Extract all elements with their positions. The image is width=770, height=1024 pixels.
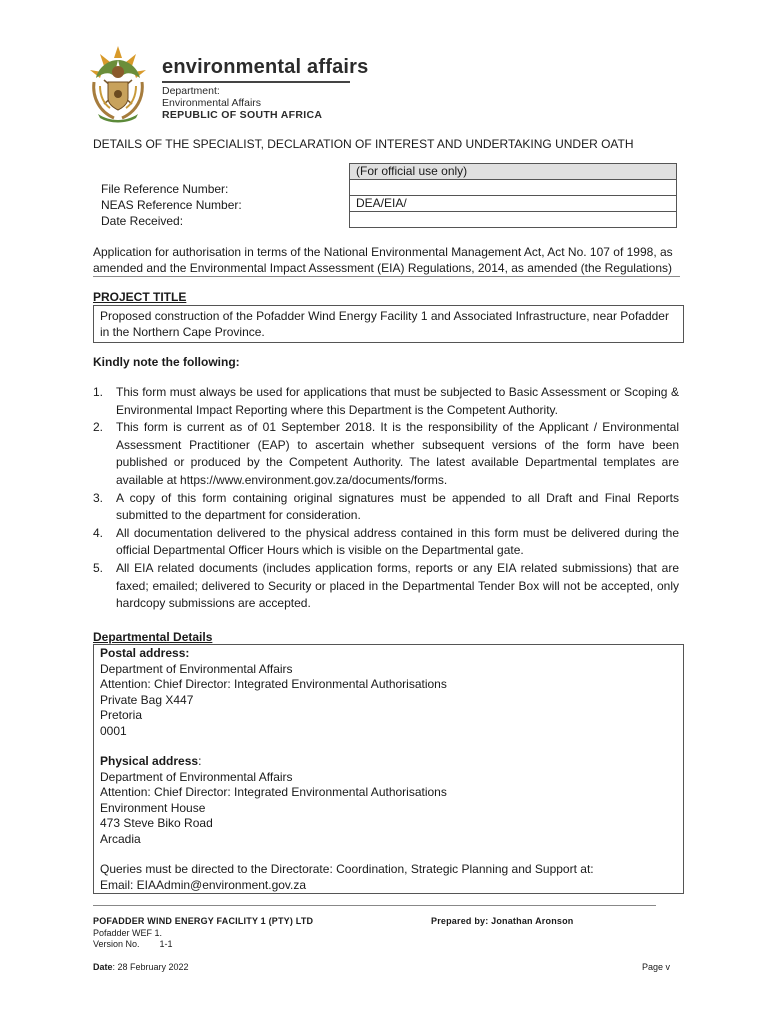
official-use-table: [349, 163, 677, 228]
footer-divider: [93, 905, 656, 906]
footer-date: [93, 962, 189, 972]
project-title-heading: PROJECT TITLE: [93, 290, 187, 304]
physical-address-heading-row: [100, 754, 677, 770]
file-ref-label: File Reference Number:: [101, 182, 229, 196]
file-ref-value: [349, 180, 677, 196]
version-label: Version No.: [93, 939, 140, 949]
list-item-text: This form is current as of 01 September 2018. It is the responsibility of the Applicant / Environmental Assessment Practitioner (EAP) to ascertain whether subsequent versions of the form have been published or produced by the Competent Authority. The latest available Departmental templates are available at https://www.environment.gov.za/documents/forms.: [116, 420, 679, 487]
physical-line: Department of Environmental Affairs: [100, 769, 293, 784]
physical-line: Attention: Chief Director: Integrated Environmental Authorisations: [100, 785, 447, 799]
date-received-value: [349, 212, 677, 228]
postal-line: Private Bag X447: [100, 692, 194, 707]
neas-ref-label: NEAS Reference Number:: [101, 198, 242, 212]
physical-address-heading: Physical address: [100, 754, 199, 768]
department-logo: [80, 42, 369, 124]
list-item-number: 4.: [93, 525, 104, 540]
postal-address-heading: Postal address:: [100, 646, 190, 660]
list-item-number: 1.: [93, 385, 104, 399]
list-item: [93, 384, 679, 419]
brand-divider: [162, 81, 350, 83]
list-item: [93, 525, 679, 560]
footer-project: Pofadder WEF 1.: [93, 928, 163, 938]
department-name: Environmental Affairs: [162, 97, 262, 109]
postal-line: 0001: [100, 723, 127, 738]
list-item-text: All EIA related documents (includes application forms, reports or any EIA related submissions) that are faxed; emailed; delivered to Security or placed in the Departmental Tender Box will not be accepted, only hardcopy submissions are accepted.: [116, 560, 679, 611]
physical-line: Arcadia: [100, 831, 141, 846]
project-title-box: Proposed construction of the Pofadder Wind Energy Facility 1 and Associated Infrastructure, near Pofadder in the Northern Cape Province.: [93, 305, 684, 343]
list-item-number: 2.: [93, 420, 104, 435]
list-item-text: A copy of this form containing original signatures must be appended to all Draft and Final Reports submitted to the department for consideration.: [116, 490, 679, 523]
page-number: Page v: [642, 962, 671, 972]
footer-prepared-by: Prepared by: Jonathan Aronson: [431, 916, 574, 926]
notes-list: [93, 384, 679, 613]
list-item-number: 5.: [93, 560, 104, 575]
country-name: REPUBLIC OF SOUTH AFRICA: [162, 109, 323, 121]
document-title: DETAILS OF THE SPECIALIST, DECLARATION OF INTEREST AND UNDERTAKING UNDER OATH: [93, 137, 634, 151]
brand-title: environmental affairs: [162, 56, 369, 78]
neas-ref-value: DEA/EIA/: [349, 196, 677, 212]
date-label: Date: [93, 962, 113, 972]
application-statement: Application for authorisation in terms of the National Environmental Management Act, Act No. 107 of 1998, as amended and the Environmental Impact Assessment (EIA) Regulations, 2014, as amended (the Regulations): [93, 245, 673, 275]
date-value: : 28 February 2022: [112, 962, 189, 972]
list-item: [93, 419, 679, 489]
date-received-label: Date Received:: [101, 214, 184, 228]
departmental-details-heading: Departmental Details: [93, 630, 213, 644]
list-item: [93, 490, 679, 525]
notes-heading: Kindly note the following:: [93, 355, 240, 369]
physical-line: Environment House: [100, 800, 206, 815]
department-label: Department:: [162, 85, 220, 97]
list-item: [93, 560, 679, 613]
footer-version: [93, 939, 173, 949]
contact-email: Email: EIAAdmin@environment.gov.za: [100, 877, 307, 892]
physical-line: 473 Steve Biko Road: [100, 816, 213, 830]
queries-text: Queries must be directed to the Directorate: Coordination, Strategic Planning and Support at:: [100, 862, 594, 876]
section-divider: [93, 276, 680, 277]
departmental-details-box: [93, 644, 684, 894]
list-item-number: 3.: [93, 490, 104, 505]
postal-line: Attention: Chief Director: Integrated Environmental Authorisations: [100, 677, 447, 691]
version-value: 1-1: [159, 939, 173, 949]
postal-line: Pretoria: [100, 708, 143, 722]
list-item-text: All documentation delivered to the physical address contained in this form must be delivered during the official Departmental Officer Hours which is visible on the Departmental gate.: [116, 525, 679, 558]
reference-labels: [101, 181, 242, 229]
list-item-text: This form must always be used for applications that must be subjected to Basic Assessment or Scoping & Environmental Impact Reporting where this Department is the Competent Authority.: [116, 385, 679, 417]
postal-line: Department of Environmental Affairs: [100, 661, 293, 676]
footer-company: POFADDER WIND ENERGY FACILITY 1 (PTY) LTD: [93, 916, 314, 926]
coat-of-arms-icon: [80, 42, 156, 124]
official-use-header: (For official use only): [349, 163, 677, 180]
physical-address-colon: :: [198, 754, 202, 768]
